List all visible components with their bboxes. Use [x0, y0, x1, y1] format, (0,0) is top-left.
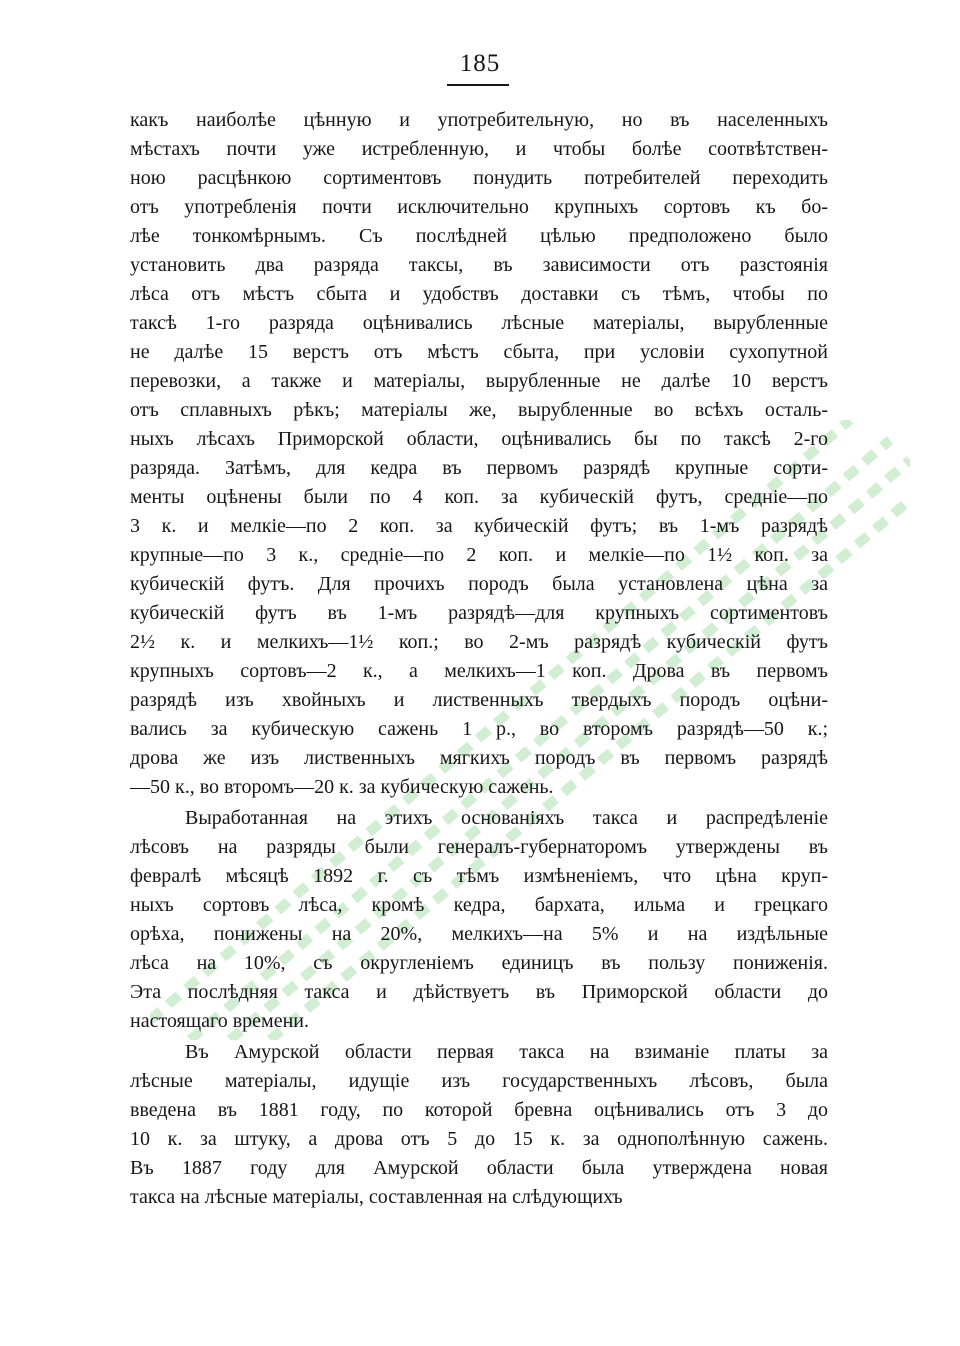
body-text — [130, 106, 828, 1212]
text-line: Въ 1887 году для Амурской области была утверждена новая — [130, 1157, 828, 1179]
text-line: лѣса на 10%, съ округленіемъ единицъ въ пользу пониженія. — [130, 952, 828, 974]
text-line: установить два разряда таксы, въ зависимости отъ разстоянія — [130, 254, 828, 276]
text-line: какъ наиболѣе цѣнную и употребительную, но въ населенныхъ — [130, 109, 828, 131]
text-line: менты оцѣнены были по 4 коп. за кубическій футъ, средніе—по — [130, 486, 828, 508]
text-line: кубическій футъ. Для прочихъ породъ была установлена цѣна за — [130, 573, 828, 595]
text-line: крупныхъ сортовъ—2 к., а мелкихъ—1 коп. Дрова въ первомъ — [130, 660, 828, 682]
text-line: лѣсные матеріалы, идущіе изъ государственныхъ лѣсовъ, была — [130, 1070, 828, 1092]
text-line: разрядѣ изъ хвойныхъ и лиственныхъ твердыхъ породъ оцѣни- — [130, 689, 828, 711]
page-number-rule — [447, 84, 509, 86]
text-line: —50 к., во второмъ—20 к. за кубическую сажень. — [130, 776, 554, 798]
text-line: таксѣ 1-го разряда оцѣнивались лѣсные матеріалы, вырубленные — [130, 312, 828, 334]
text-line: отъ употребленія почти исключительно крупныхъ сортовъ къ бо- — [130, 196, 828, 218]
text-line: февралѣ мѣсяцѣ 1892 г. съ тѣмъ измѣненіемъ, что цѣна круп- — [130, 865, 828, 887]
text-line: вались за кубическую сажень 1 р., во второмъ разрядѣ—50 к.; — [130, 718, 828, 740]
text-line: лѣсовъ на разряды были генералъ-губернаторомъ утверждены въ — [130, 836, 828, 858]
text-line: орѣха, понижены на 20%, мелкихъ—на 5% и на издѣльные — [130, 923, 828, 945]
text-line: Эта послѣдняя такса и дѣйствуетъ въ Приморской области до — [130, 981, 828, 1003]
text-line: введена въ 1881 году, по которой бревна оцѣнивались отъ 3 до — [130, 1099, 828, 1121]
text-line: 3 к. и мелкіе—по 2 коп. за кубическій футъ; въ 1-мъ разрядѣ — [130, 515, 828, 537]
text-line: 10 к. за штуку, а дрова отъ 5 до 15 к. за однополѣнную сажень. — [130, 1128, 828, 1150]
text-line: настоящаго времени. — [130, 1010, 309, 1032]
text-line: ныхъ сортовъ лѣса, кромѣ кедра, бархата, ильма и грецкаго — [130, 894, 828, 916]
text-line: крупные—по 3 к., средніе—по 2 коп. и мелкіе—по 1½ коп. за — [130, 544, 828, 566]
text-line: дрова же изъ лиственныхъ мягкихъ породъ въ первомъ разрядѣ — [130, 747, 828, 769]
text-line: перевозки, а также и матеріалы, вырубленные не далѣе 10 верстъ — [130, 370, 828, 392]
paragraph — [130, 804, 828, 1036]
paragraph — [130, 1038, 828, 1212]
text-line: разряда. Затѣмъ, для кедра въ первомъ разрядѣ крупные сорти- — [130, 457, 828, 479]
text-line: Въ Амурской области первая такса на взиманіе платы за — [185, 1041, 828, 1063]
text-line: 2½ к. и мелкихъ—1½ коп.; во 2-мъ разрядѣ кубическій футъ — [130, 631, 828, 653]
text-line: лѣса отъ мѣстъ сбыта и удобствъ доставки съ тѣмъ, чтобы по — [130, 283, 828, 305]
text-line: не далѣе 15 верстъ отъ мѣстъ сбыта, при условіи сухопутной — [130, 341, 828, 363]
text-line: мѣстахъ почти уже истребленную, и чтобы болѣе соотвѣтствен- — [130, 138, 828, 160]
paragraph — [130, 106, 828, 802]
text-line: кубическій футъ въ 1-мъ разрядѣ—для крупныхъ сортиментовъ — [130, 602, 828, 624]
text-line: ныхъ лѣсахъ Приморской области, оцѣнивались бы по таксѣ 2-го — [130, 428, 828, 450]
page-number: 185 — [459, 50, 501, 77]
text-line: Выработанная на этихъ основаніяхъ такса и распредѣленіе — [185, 807, 828, 829]
text-line: отъ сплавныхъ рѣкъ; матеріалы же, вырубленные во всѣхъ осталь- — [130, 399, 828, 421]
text-line: такса на лѣсные матеріалы, составленная на слѣдующихъ — [130, 1186, 623, 1208]
text-line: лѣе тонкомѣрнымъ. Съ послѣдней цѣлью предположено было — [130, 225, 828, 247]
text-line: ною расцѣнкою сортиментовъ понудить потребителей переходить — [130, 167, 828, 189]
